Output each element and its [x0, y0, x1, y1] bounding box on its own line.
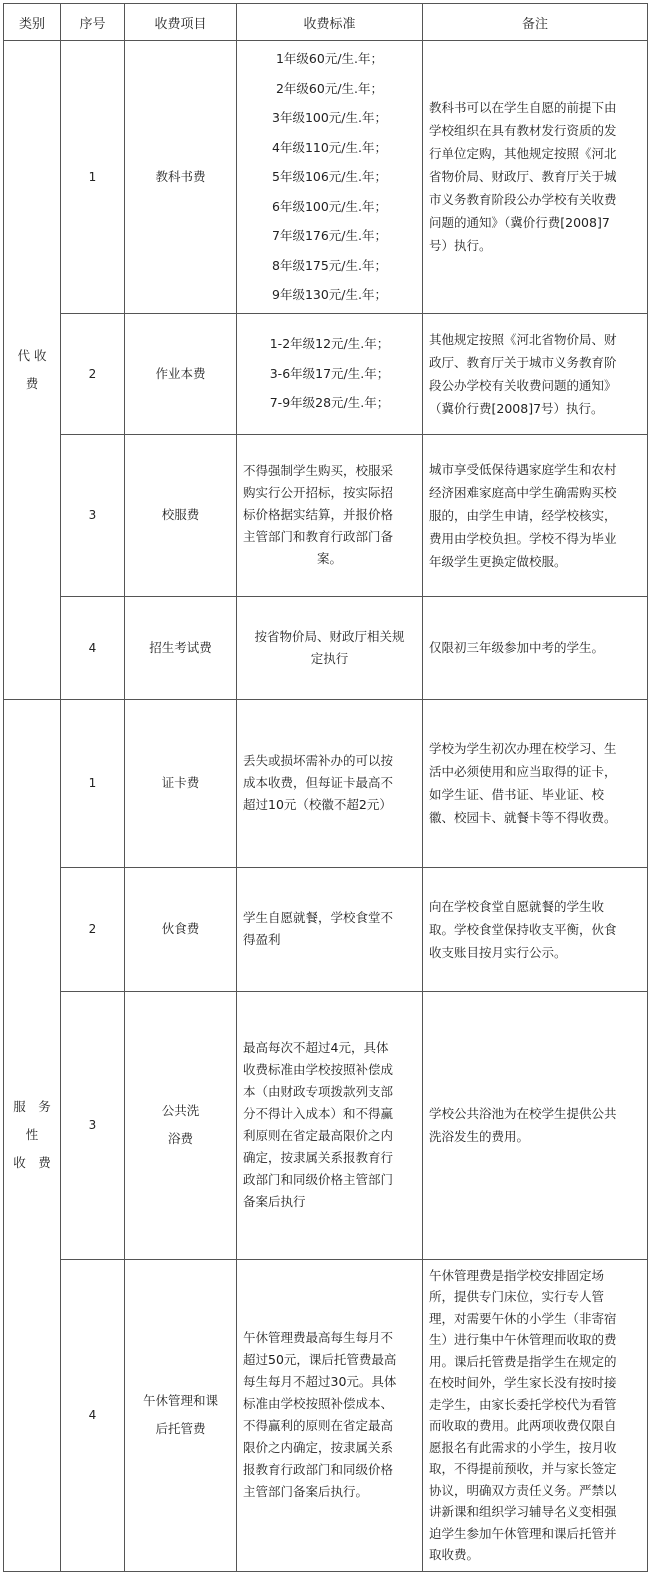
standard-line: 超过10元（校徽不超2元） [243, 797, 392, 812]
note-line: 年级学生更换定做校服。 [429, 553, 567, 569]
item-cell [125, 313, 237, 434]
note-line: 迫学生参加午休管理和课后托管并 [429, 1525, 617, 1541]
note-line: 向在学校食堂自愿就餐的学生收 [429, 898, 605, 914]
note-line: 徽、校园卡、就餐卡等不得收费。 [429, 810, 617, 825]
standard-line: 7-9年级28元/生.年； [269, 395, 390, 411]
header-standard: 收费标准 [237, 4, 423, 41]
note-line: 在校时间外，学生家长没有按时接 [429, 1375, 617, 1390]
standard-line: 案。 [316, 551, 342, 566]
table-row [4, 434, 648, 596]
table-row [4, 313, 648, 434]
note-line: 生）进行集中午休管理而收取的费 [429, 1332, 617, 1347]
note-line: 经济困难家庭高中学生确需购买校 [429, 484, 617, 500]
note-line: 学校公共浴池为在校学生提供公共 [429, 1106, 617, 1121]
standard-line: 本（由财政专项拨款列支部 [243, 1084, 394, 1099]
item-label: 证卡费 [161, 775, 200, 790]
category-label: 性 [25, 1127, 39, 1142]
category-label: 收 费 [13, 1155, 51, 1170]
seq-cell: 2 [61, 867, 125, 991]
note-line: 城市享受低保待遇家庭学生和农村 [429, 461, 617, 477]
note-line: 行单位定购，其他规定按照《河北 [429, 146, 617, 162]
standard-line: 午休管理费最高每生每月不 [243, 1330, 394, 1345]
note-cell [423, 596, 648, 699]
standard-line: 成本收费，但每证卡最高不 [243, 775, 394, 790]
standard-line: 超过50元，课后托管费最高 [243, 1352, 397, 1367]
standard-line: 最高每次不超过4元，具体 [243, 1040, 389, 1055]
table-row [4, 1259, 648, 1571]
item-label: 招生考试费 [149, 639, 212, 655]
item-cell [125, 596, 237, 699]
standard-line: 定执行 [310, 650, 349, 666]
note-cell [423, 867, 648, 991]
standard-line: 按省物价局、财政厅相关规 [254, 628, 405, 644]
standard-line: 主管部门备案后执行。 [243, 1484, 369, 1499]
standard-line: 1年级60元/生.年； [275, 51, 384, 66]
note-line: 取。学校食堂保持收支平衡，伙食 [429, 921, 617, 937]
note-line: 教科书可以在学生自愿的前提下由 [429, 100, 617, 116]
note-cell [423, 41, 648, 314]
item-label: 教科书费 [155, 168, 206, 184]
standard-line: 确定，按隶属关系报教育行 [243, 1150, 394, 1165]
note-line: （冀价行费[2008]7号）执行。 [429, 400, 604, 416]
standard-line: 3-6年级17元/生.年； [269, 365, 390, 381]
standard-cell [237, 991, 423, 1259]
standard-cell [237, 434, 423, 596]
standard-line: 7年级176元/生.年； [272, 228, 387, 243]
standard-line: 学生自愿就餐，学校食堂不 [243, 910, 394, 925]
category-label: 服 务 [13, 1099, 51, 1114]
item-cell [125, 434, 237, 596]
note-line: 协议，明确双方责任义务。严禁以 [429, 1482, 617, 1498]
category-label: 收 [33, 347, 47, 363]
standard-line: 标准由学校按照补偿成本、 [243, 1396, 394, 1411]
note-line: 活中必须使用和应当取得的证卡， [429, 764, 617, 779]
item-label: 浴费 [167, 1131, 193, 1146]
standard-line: 2年级60元/生.年； [275, 80, 384, 96]
table-row [4, 699, 648, 867]
seq-cell: 2 [61, 313, 125, 434]
item-label: 午休管理和课 [142, 1393, 218, 1408]
header-item: 收费项目 [125, 4, 237, 41]
header-category: 类别 [4, 4, 61, 41]
note-line: 号）执行。 [429, 238, 492, 254]
note-line: 学校组织在具有教材发行资质的发 [429, 123, 617, 139]
note-line: 愿报名有此需求的小学生，按月收 [429, 1439, 617, 1455]
seq-cell: 1 [61, 699, 125, 867]
standard-line: 8年级175元/生.年； [272, 257, 387, 273]
standard-line: 收费标准由学校按照补偿成 [243, 1062, 394, 1077]
standard-line: 6年级100元/生.年； [272, 198, 387, 214]
note-line: 走学生，由家长委托学校代为看管 [429, 1396, 617, 1412]
standard-line: 标价格据实结算，并报价格 [243, 507, 394, 522]
note-cell [423, 313, 648, 434]
standard-line: 备案后执行 [243, 1194, 306, 1209]
standard-line: 3年级100元/生.年； [272, 110, 387, 125]
item-cell [125, 41, 237, 314]
seq-cell: 3 [61, 991, 125, 1259]
standard-line: 4年级110元/生.年； [272, 139, 387, 155]
seq-cell: 3 [61, 434, 125, 596]
standard-line: 购实行公开招标，按实际招 [243, 485, 394, 500]
note-cell [423, 991, 648, 1259]
header-note: 备注 [423, 4, 648, 41]
standard-line: 每生每月不超过30元。具体 [243, 1374, 397, 1389]
standard-line: 分不得计入成本）和不得赢 [243, 1106, 394, 1121]
note-line: 如学生证、借书证、毕业证、校 [429, 787, 605, 802]
item-cell [125, 1259, 237, 1571]
seq-cell: 4 [61, 1259, 125, 1571]
note-line: 洗浴发生的费用。 [429, 1129, 530, 1144]
note-line: 其他规定按照《河北省物价局、财 [429, 331, 617, 347]
seq-cell: 4 [61, 596, 125, 699]
category-label: 费 [25, 375, 39, 391]
standard-cell [237, 867, 423, 991]
item-label: 公共洗 [161, 1103, 200, 1118]
note-cell [423, 434, 648, 596]
note-cell [423, 699, 648, 867]
note-line: 段公办学校有关收费问题的通知》 [429, 377, 617, 393]
header-row [4, 4, 648, 41]
note-line: 理，对需要午休的小学生（非寄宿 [429, 1310, 617, 1326]
item-cell [125, 867, 237, 991]
item-label: 作业本费 [155, 365, 206, 381]
note-line: 费用由学校负担。学校不得为毕业 [429, 530, 617, 546]
note-line: 收支账目按月实行公示。 [429, 944, 567, 960]
note-line: 而收取的费用。此两项收费仅限自 [429, 1418, 617, 1433]
note-line: 省物价局、财政厅、教育厅关于城 [429, 169, 617, 185]
note-line: 午休管理费是指学校安排固定场 [429, 1267, 605, 1283]
item-label: 校服费 [161, 507, 200, 522]
note-line: 所，提供专门床位，实行专人管 [429, 1289, 605, 1304]
note-line: 取收费。 [429, 1547, 480, 1562]
category-cell [4, 699, 61, 1571]
category-label: 代 [17, 347, 30, 363]
standard-line: 得盈利 [243, 932, 281, 947]
item-label: 伙食费 [161, 921, 200, 936]
standard-cell [237, 699, 423, 867]
table-row [4, 596, 648, 699]
note-line: 学校为学生初次办理在校学习、生 [429, 741, 617, 756]
item-label: 后托管费 [155, 1421, 206, 1436]
standard-line: 主管部门和教育行政部门备 [243, 529, 394, 544]
item-cell [125, 699, 237, 867]
standard-line: 不得强制学生购买，校服采 [243, 463, 394, 478]
standard-line: 1-2年级12元/生.年； [269, 336, 390, 352]
note-line: 仅限初三年级参加中考的学生。 [429, 640, 605, 655]
note-line: 问题的通知》（冀价行费[2008]7 [429, 215, 610, 231]
note-line: 服的，由学生申请，经学校核实， [429, 507, 617, 523]
standard-line: 9年级130元/生.年； [272, 287, 387, 302]
table-row [4, 41, 648, 314]
note-cell [423, 1259, 648, 1571]
header-seq: 序号 [61, 4, 125, 41]
standard-cell [237, 1259, 423, 1571]
note-line: 讲新课和组织学习辅导名义变相强 [429, 1504, 617, 1519]
note-line: 取，不得提前预收，并与家长签定 [429, 1461, 617, 1476]
note-line: 政厅、教育厅关于城市义务教育阶 [429, 354, 617, 370]
fee-table [3, 3, 648, 1572]
note-line: 用。课后托管费是指学生在规定的 [429, 1353, 617, 1369]
standard-cell [237, 596, 423, 699]
table-row [4, 991, 648, 1259]
standard-line: 丢失或损坏需补办的可以按 [243, 753, 394, 768]
standard-cell [237, 41, 423, 314]
standard-line: 利原则在省定最高限价之内 [243, 1128, 394, 1143]
item-cell [125, 991, 237, 1259]
seq-cell: 1 [61, 41, 125, 314]
standard-line: 限价之内确定，按隶属关系 [243, 1440, 394, 1455]
standard-cell [237, 313, 423, 434]
standard-line: 不得赢利的原则在省定最高 [243, 1418, 394, 1433]
standard-line: 政部门和同级价格主管部门 [243, 1172, 394, 1187]
category-cell [4, 41, 61, 700]
note-line: 市义务教育阶段公办学校有关收费 [429, 192, 617, 208]
standard-line: 报教育行政部门和同级价格 [243, 1462, 394, 1477]
table-row [4, 867, 648, 991]
standard-line: 5年级106元/生.年； [272, 169, 387, 184]
